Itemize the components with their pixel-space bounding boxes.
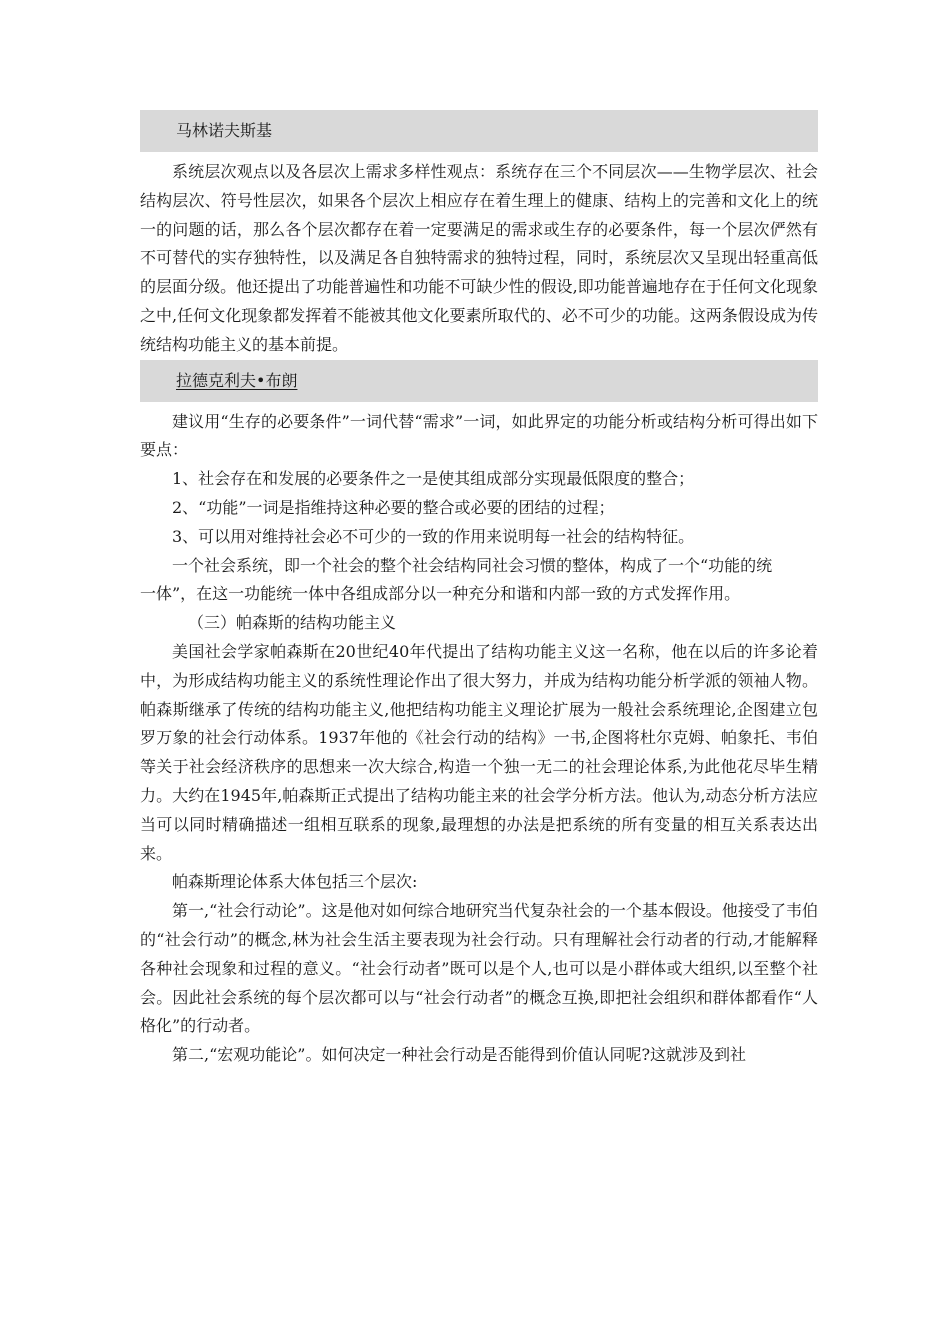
heading-text: 拉德克利夫•布朗 xyxy=(176,370,298,390)
radcliffe-brown-closing-line-2: 一体”，在这一功能统一体中各组成部分以一种充分和谐和内部一致的方式发挥作用。 xyxy=(140,584,741,604)
radcliffe-brown-intro: 建议用“生存的必要条件”一词代替“需求”一词，如此界定的功能分析或结构分析可得出如下要点： xyxy=(140,411,818,460)
parsons-paragraph-1: 美国社会学家帕森斯在20世纪40年代提出了结构功能主义这一名称，他在以后的许多论着中，为形成结构功能主义的系统性理论作出了很大努力，并成为结构功能分析学派的领袖人物。帕森斯继承了传统的结构功能主义,他把结构功能主义理论扩展为一般社会系统理论,企图建立包罗万象的社会行动体系。1937年他的《社会行动的结构》一书,企图将杜尔克姆、帕象托、韦伯等关于社会经济秩序的思想来一次大综合,构造一个独一无二的社会理论体系,为此他花尽毕生精力。大约在1945年,帕森斯正式提出了结构功能主来的社会学分析方法。他认为,动态分析方法应当可以同时精确描述一组相互联系的现象,最理想的办法是把系统的所有变量的相互关系表达出来。 xyxy=(140,641,818,863)
radcliffe-brown-closing-line-1: 一个社会系统，即一个社会的整个社会结构同社会习惯的整体，构成了一个“功能的统 xyxy=(172,555,773,575)
malinowski-body: 系统层次观点以及各层次上需求多样性观点：系统存在三个不同层次——生物学层次、社会结构层次、符号性层次，如果各个层次上相应存在着生理上的健康、结构上的完善和文化上的统一的问题的话，那么各个层次都存在着一定要满足的需求或生存的必要条件，每一个层次俨然有不可替代的实存独特性，以及满足各自独特需求的独特过程，同时，系统层次又呈现出轻重高低的层面分级。他还提出了功能普遍性和功能不可缺少性的假设,即功能普遍地存在于任何文化现象之中,任何文化现象都发挥着不能被其他文化要素所取代的、必不可少的功能。这两条假设成为传统结构功能主义的基本前提。 xyxy=(140,162,818,354)
parsons-paragraph-2: 帕森斯理论体系大体包括三个层次: xyxy=(172,872,418,892)
parsons-paragraph-4: 第二,“宏观功能论”。如何决定一种社会行动是否能得到价值认同呢?这就涉及到社 xyxy=(172,1045,747,1065)
parsons-heading: （三）帕森斯的结构功能主义 xyxy=(188,613,397,633)
section-heading-malinowski xyxy=(140,110,818,152)
document-content xyxy=(140,110,818,1070)
heading-text: 马林诺夫斯基 xyxy=(176,121,273,140)
radcliffe-brown-point-2: 2、“功能”一词是指维持这种必要的整合或必要的团结的过程； xyxy=(172,497,615,517)
parsons-paragraph-3: 第一,“社会行动论”。这是他对如何综合地研究当代复杂社会的一个基本假设。他接受了韦伯的“社会行动”的概念,林为社会生活主要表现为社会行动。只有理解社会行动者的行动,才能解释各种社会现象和过程的意义。“社会行动者”既可以是个人,也可以是小群体或大组织,以至整个社会。因此社会系统的每个层次都可以与“社会行动者”的概念互换,即把社会组织和群体都看作“人格化”的行动者。 xyxy=(140,901,818,1036)
radcliffe-brown-point-1: 1、社会存在和发展的必要条件之一是使其组成部分实现最低限度的整合； xyxy=(172,469,695,489)
radcliffe-brown-point-3: 3、可以用对维持社会必不可少的一致的作用来说明每一社会的结构特征。 xyxy=(172,526,695,546)
section-heading-radcliffe-brown xyxy=(140,360,818,402)
